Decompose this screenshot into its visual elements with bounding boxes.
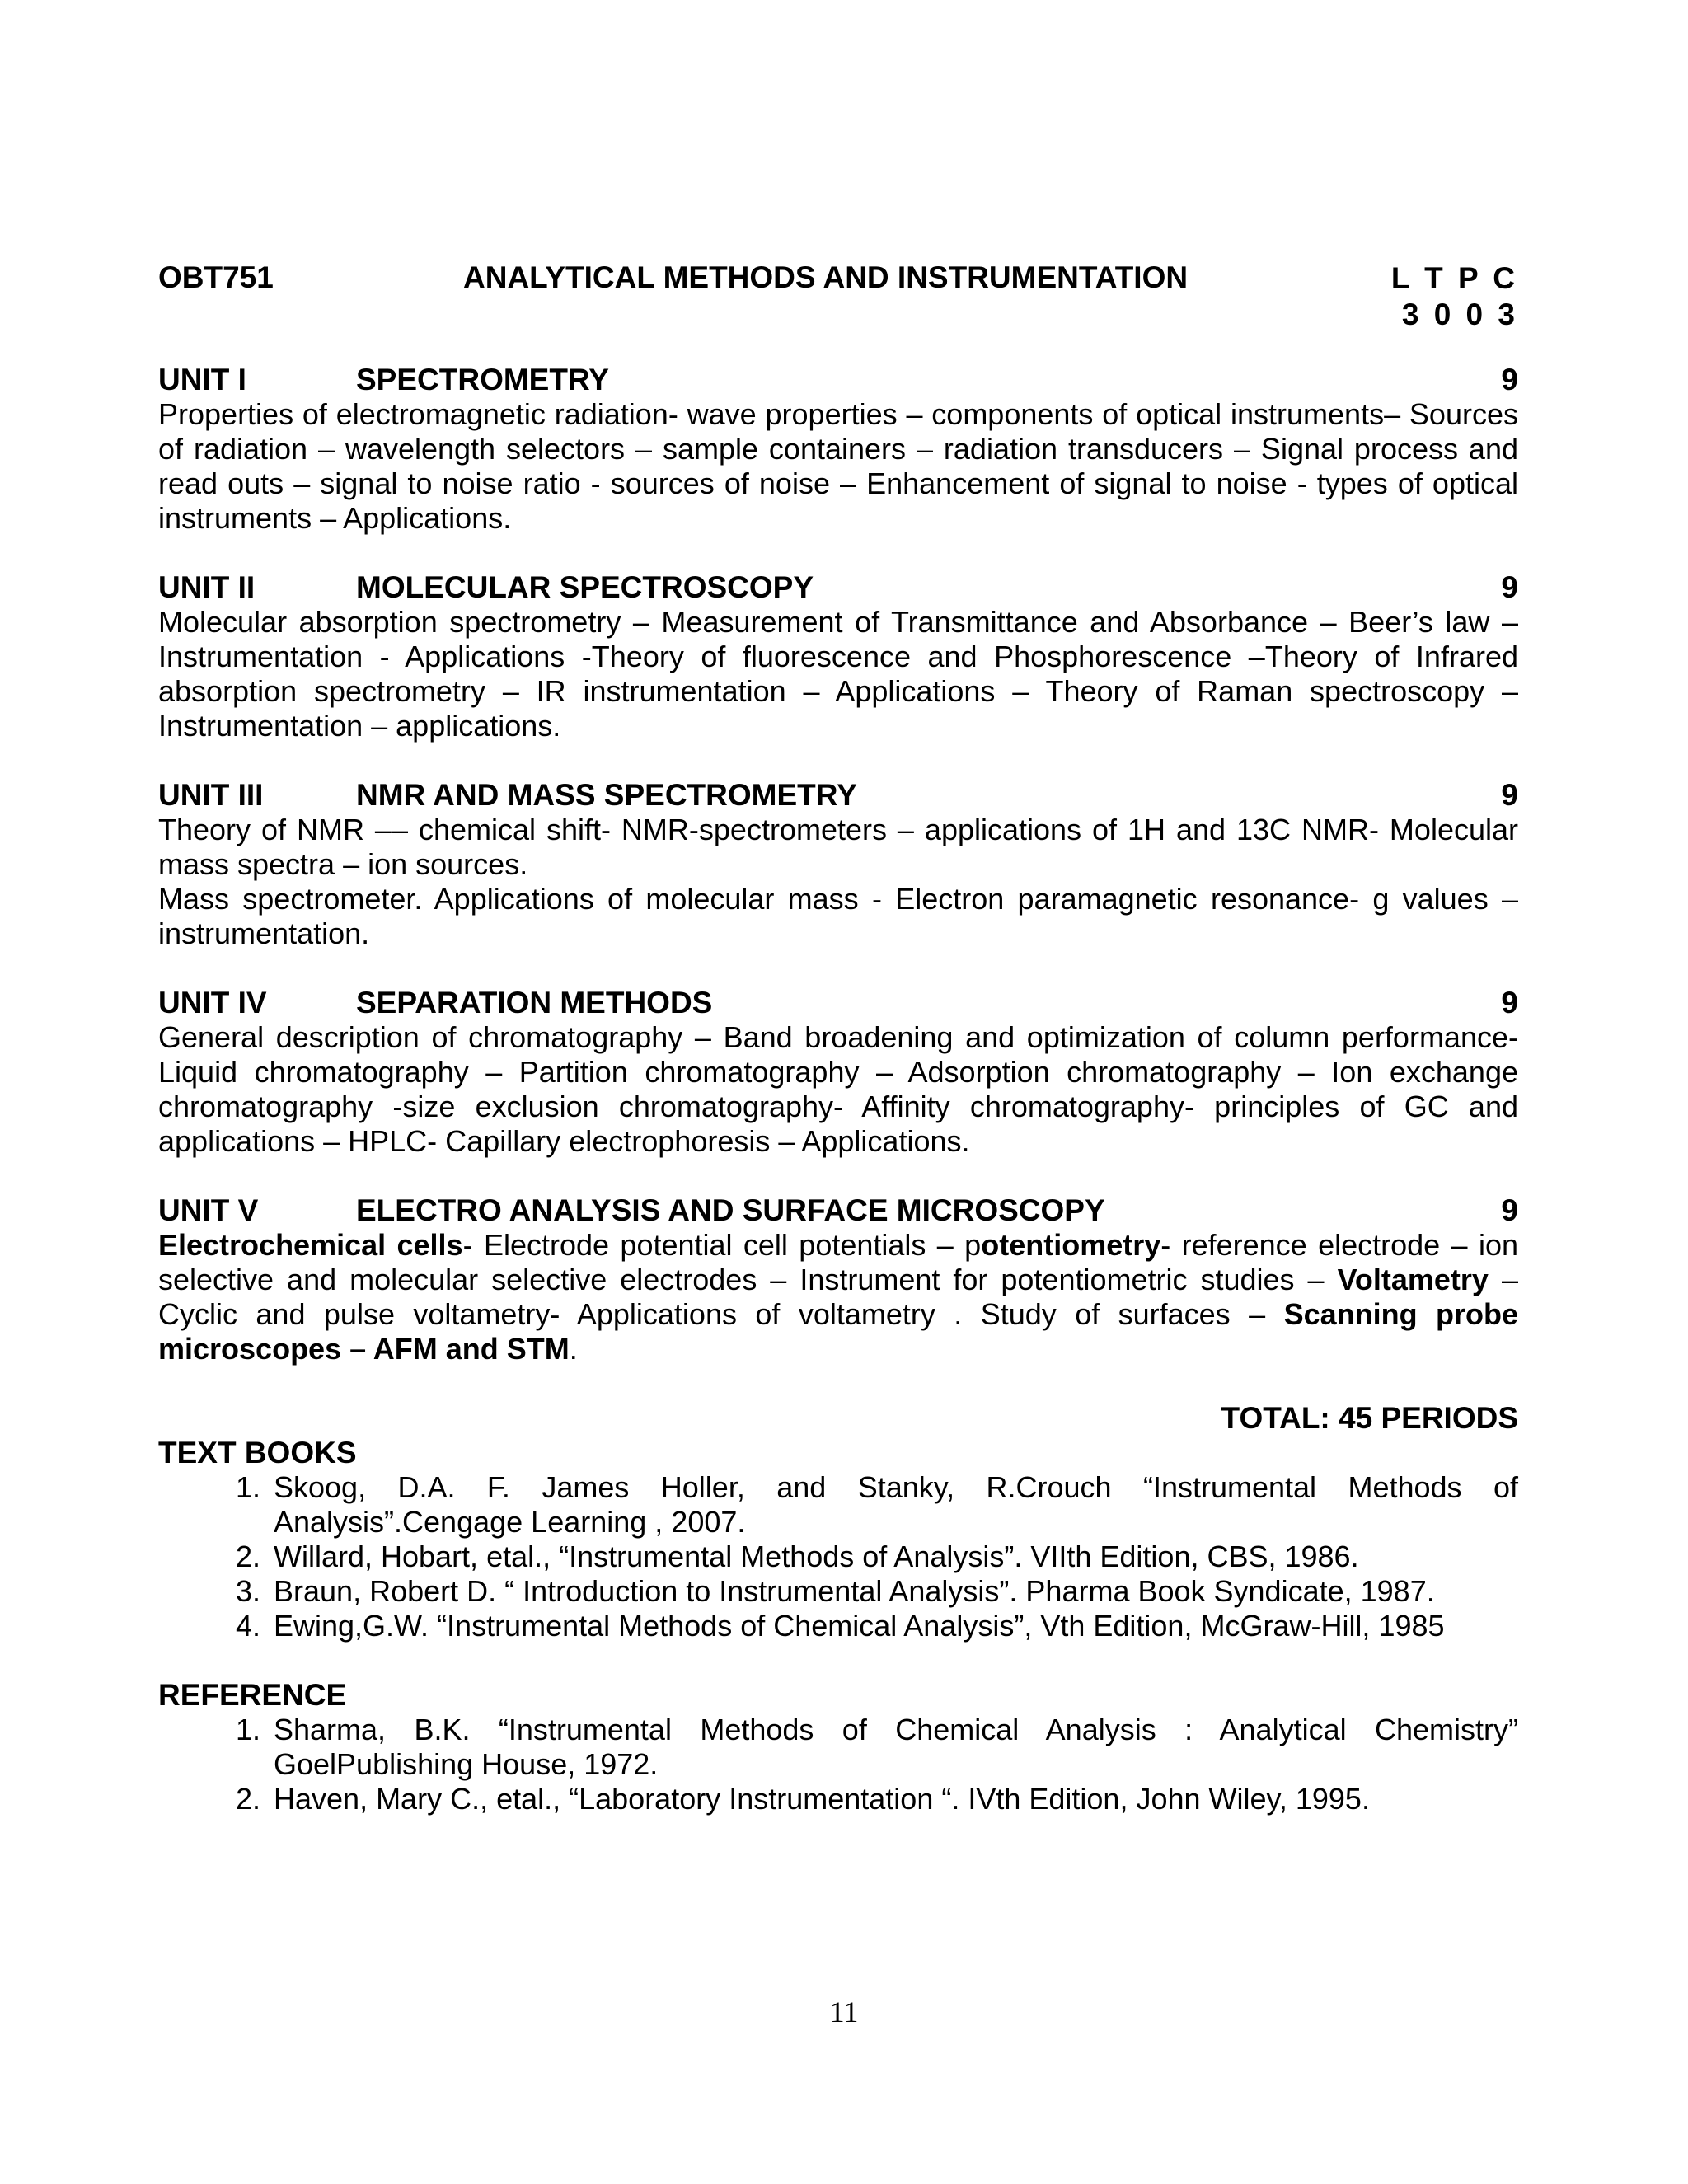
unit-heading: [158, 778, 1518, 813]
unit-number: UNIT IV: [158, 986, 267, 1019]
unit-hours: 9: [1501, 1193, 1518, 1227]
course-header: [158, 260, 1518, 343]
list-item: 1. Skoog, D.A. F. James Holler, and Stanky, R.Crouch “Instrumental Methods of Analysis”.Cengage Learning , 2007.: [269, 1470, 1518, 1540]
unit-heading: [158, 986, 1518, 1020]
unit-description: Theory of NMR –– chemical shift- NMR-spectrometers – applications of 1H and 13C NMR- Molecular mass spectra – ion sources.: [158, 813, 1518, 881]
list-item: 2. Haven, Mary C., etal., “Laboratory Instrumentation “. IVth Edition, John Wiley, 1995.: [269, 1782, 1518, 1816]
page-number: 11: [829, 1995, 859, 2028]
unit-description: General description of chromatography – Band broadening and optimization of column performance- Liquid chromatography – Partition chromatography – Adsorption chromatography – Ion exchange chromatography -size exclusion chromatography- Affinity chromatography- principles of GC and applications – HPLC- Capillary electrophoresis – Applications.: [158, 1020, 1518, 1158]
list-item: 2. Willard, Hobart, etal., “Instrumental Methods of Analysis”. VIIth Edition, CBS, 1986.: [269, 1540, 1518, 1574]
unit-3: [158, 778, 1518, 951]
unit-number: UNIT II: [158, 570, 256, 604]
bold-term: Voltametry: [1337, 1263, 1489, 1296]
course-title: ANALYTICAL METHODS AND INSTRUMENTATION: [463, 260, 1189, 294]
text-segment: – Cyclic and pulse voltametry- Applications of voltametry . Study of surfaces –: [158, 1263, 1518, 1331]
unit-number: UNIT III: [158, 778, 264, 812]
ltpc-values: 3 0 0 3: [1401, 298, 1518, 331]
unit-hours: 9: [1501, 570, 1518, 604]
total-periods: TOTAL: 45 PERIODS: [1221, 1401, 1518, 1435]
unit-description: Properties of electromagnetic radiation- wave properties – components of optical instruments– Sources of radiation – wavelength selectors – sample containers – radiation transducers – Signal process and read outs – signal to noise ratio - sources of noise – Enhancement of signal to noise - types of optical instruments – Applications.: [158, 397, 1518, 535]
text-books-heading: TEXT BOOKS: [158, 1436, 357, 1469]
reference-heading: REFERENCE: [158, 1678, 347, 1712]
unit-title: ELECTRO ANALYSIS AND SURFACE MICROSCOPY: [356, 1193, 1105, 1227]
unit-hours: 9: [1501, 986, 1518, 1019]
unit-2: [158, 570, 1518, 743]
text-segment: .: [569, 1332, 578, 1366]
unit-heading: [158, 570, 1518, 605]
unit-description: Molecular absorption spectrometry – Measurement of Transmittance and Absorbance – Beer’s law – Instrumentation - Applications -Theory of fluorescence and Phosphorescence –Theory of Infrared absorption spectrometry – IR instrumentation – Applications – Theory of Raman spectroscopy – Instrumentation – applications.: [158, 605, 1518, 743]
ltpc-label: L T P C: [1390, 261, 1518, 295]
text-segment: - reference electrode – ion selective and molecular selective electrodes – Instrument for potentiometric studies –: [158, 1228, 1518, 1296]
unit-1: [158, 363, 1518, 536]
bold-term: Scanning probe microscopes – AFM and STM: [158, 1297, 1519, 1366]
unit-number: UNIT V: [158, 1193, 259, 1227]
course-code: OBT751: [158, 260, 274, 294]
unit-5: [158, 1193, 1518, 1366]
reference-list: [158, 1713, 1518, 1816]
list-item: 4. Ewing,G.W. “Instrumental Methods of Chemical Analysis”, Vth Edition, McGraw-Hill, 1985: [269, 1609, 1518, 1643]
unit-4: [158, 986, 1518, 1159]
unit-hours: 9: [1501, 778, 1518, 812]
unit-description-continued: Mass spectrometer. Applications of molecular mass - Electron paramagnetic resonance- g values – instrumentation.: [158, 882, 1518, 950]
unit-title: MOLECULAR SPECTROSCOPY: [356, 570, 814, 604]
unit-heading: [158, 1193, 1518, 1228]
unit-hours: 9: [1501, 363, 1518, 396]
list-item: 1. Sharma, B.K. “Instrumental Methods of Chemical Analysis : Analytical Chemistry” GoelPublishing House, 1972.: [269, 1713, 1518, 1782]
syllabus-content: [158, 363, 1518, 1816]
bold-term: otentiometry: [981, 1228, 1161, 1262]
unit-title: SPECTROMETRY: [356, 363, 609, 396]
unit-title: NMR AND MASS SPECTROMETRY: [356, 778, 857, 812]
ltpc-block: [1391, 260, 1518, 333]
unit-title: SEPARATION METHODS: [356, 986, 713, 1019]
unit-heading: [158, 363, 1518, 397]
unit-description: [158, 1228, 1518, 1366]
unit-number: UNIT I: [158, 363, 246, 396]
bold-term: Electrochemical cells: [158, 1228, 463, 1262]
text-segment: - Electrode potential cell potentials – p: [462, 1228, 982, 1262]
text-books-list: [158, 1470, 1518, 1643]
list-item: 3. Braun, Robert D. “ Introduction to Instrumental Analysis”. Pharma Book Syndicate, 1987.: [269, 1574, 1518, 1609]
